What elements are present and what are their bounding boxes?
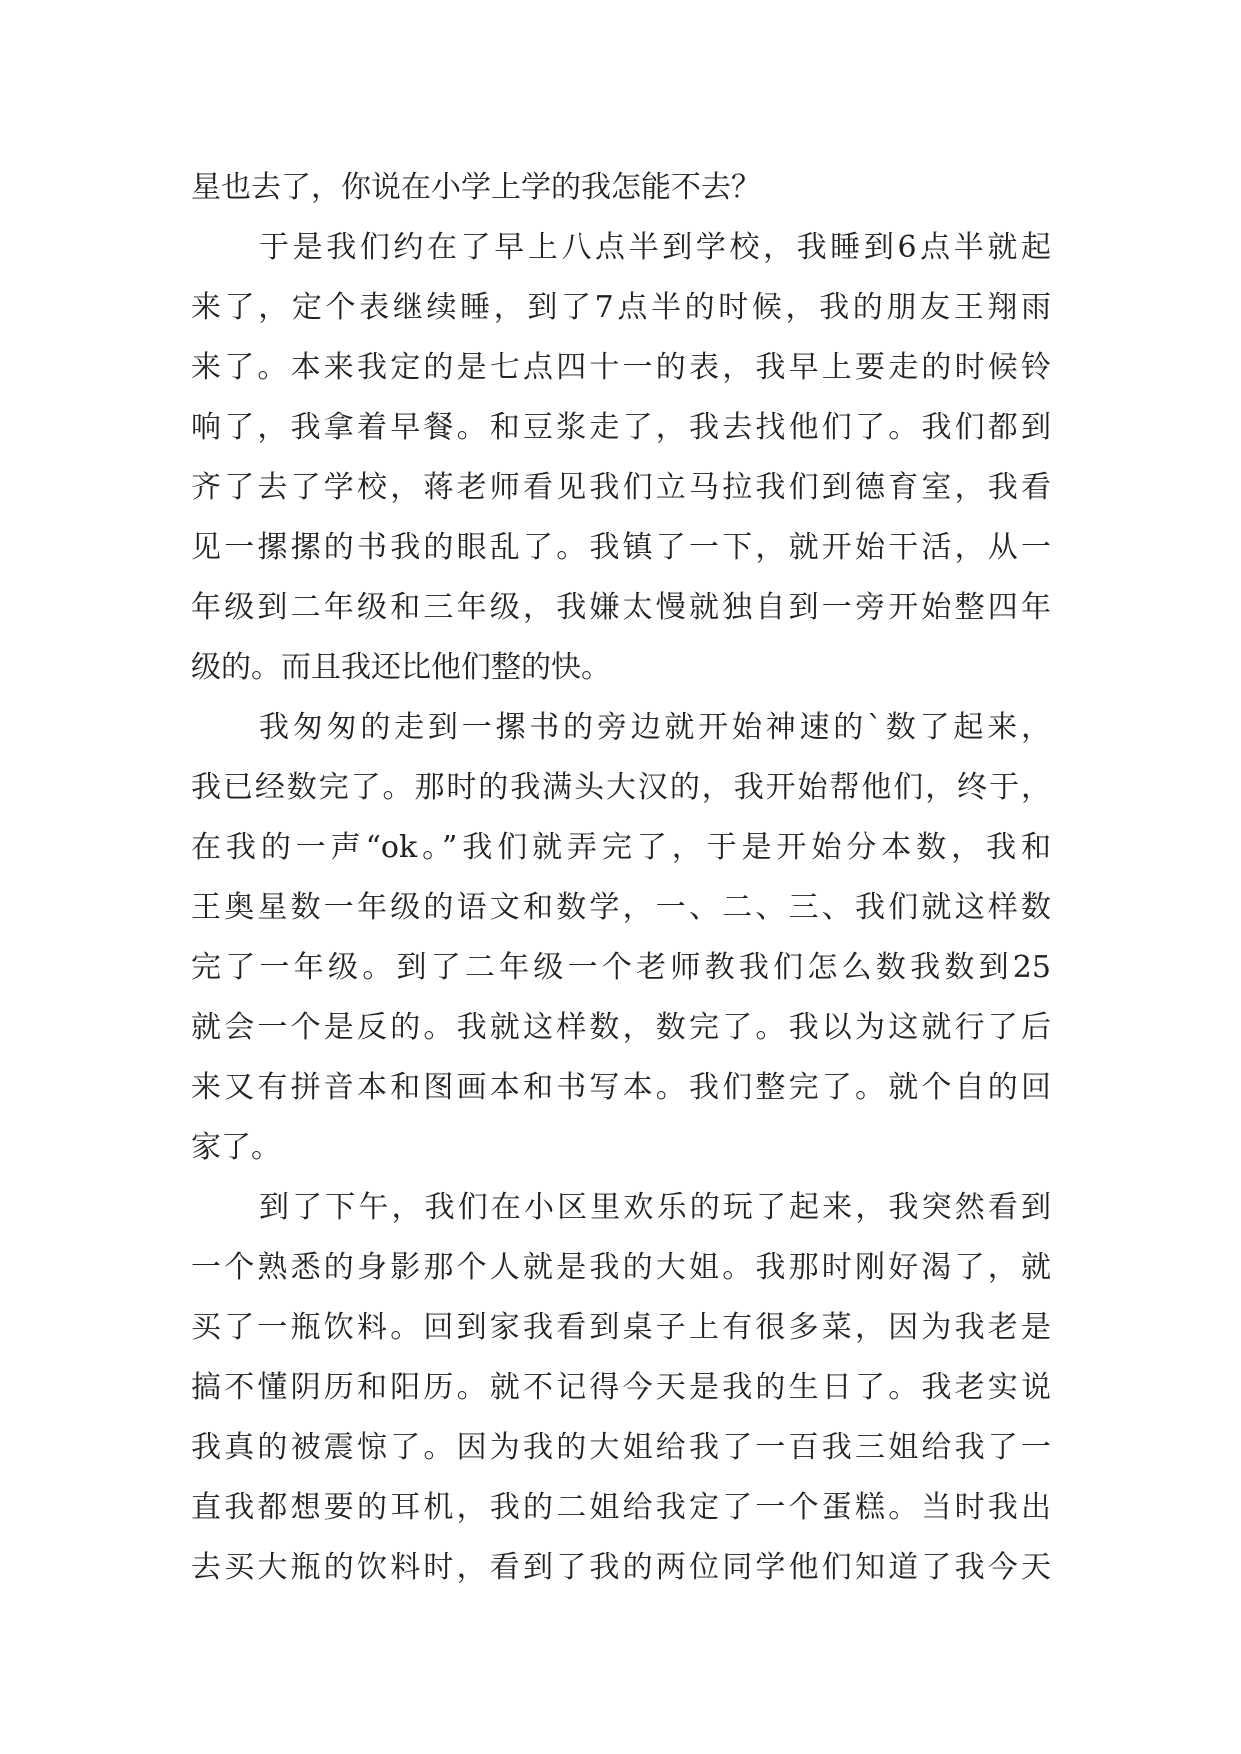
text-line: 买了一瓶饮料。回到家我看到桌子上有很多菜，因为我老是	[191, 1310, 1051, 1345]
text-line: 见一摞摞的书我的眼乱了。我镇了一下，就开始干活，从一	[191, 530, 1051, 565]
text-line: 到了下午，我们在小区里欢乐的玩了起来，我突然看到	[259, 1190, 1051, 1225]
text-line: 在我的一声“ok。”我们就弄完了，于是开始分本数，我和	[191, 830, 1051, 865]
text-line: 去买大瓶的饮料时，看到了我的两位同学他们知道了我今天	[191, 1550, 1051, 1585]
text-line: 就会一个是反的。我就这样数，数完了。我以为这就行了后	[191, 1010, 1051, 1045]
text-line: 我真的被震惊了。因为我的大姐给我了一百我三姐给我了一	[191, 1430, 1051, 1465]
text-line: 王奥星数一年级的语文和数学，一、二、三、我们就这样数	[191, 890, 1051, 925]
text-line: 搞不懂阴历和阳历。就不记得今天是我的生日了。我老实说	[191, 1370, 1051, 1405]
text-line: 于是我们约在了早上八点半到学校，我睡到6点半就起	[259, 230, 1051, 265]
body-text	[191, 158, 1051, 1598]
text-line: 一个熟悉的身影那个人就是我的大姐。我那时刚好渴了，就	[191, 1250, 1051, 1285]
text-line: 我匆匆的走到一摞书的旁边就开始神速的`数了起来，	[259, 710, 1051, 745]
text-line: 响了，我拿着早餐。和豆浆走了，我去找他们了。我们都到	[191, 410, 1051, 445]
text-line: 直我都想要的耳机，我的二姐给我定了一个蛋糕。当时我出	[191, 1490, 1051, 1525]
text-line: 级的。而且我还比他们整的快。	[191, 650, 611, 685]
text-line: 来又有拼音本和图画本和书写本。我们整完了。就个自的回	[191, 1070, 1051, 1105]
text-line: 家了。	[191, 1130, 281, 1165]
text-line: 来了。本来我定的是七点四十一的表，我早上要走的时候铃	[191, 350, 1051, 385]
text-line: 来了，定个表继续睡，到了7点半的时候，我的朋友王翔雨	[191, 290, 1051, 325]
text-line: 齐了去了学校，蒋老师看见我们立马拉我们到德育室，我看	[191, 470, 1051, 505]
text-line: 我已经数完了。那时的我满头大汉的，我开始帮他们，终于，	[191, 770, 1051, 805]
text-line: 完了一年级。到了二年级一个老师教我们怎么数我数到25	[191, 950, 1051, 985]
text-line: 星也去了，你说在小学上学的我怎能不去？	[191, 170, 761, 205]
text-line: 年级到二年级和三年级，我嫌太慢就独自到一旁开始整四年	[191, 590, 1051, 625]
